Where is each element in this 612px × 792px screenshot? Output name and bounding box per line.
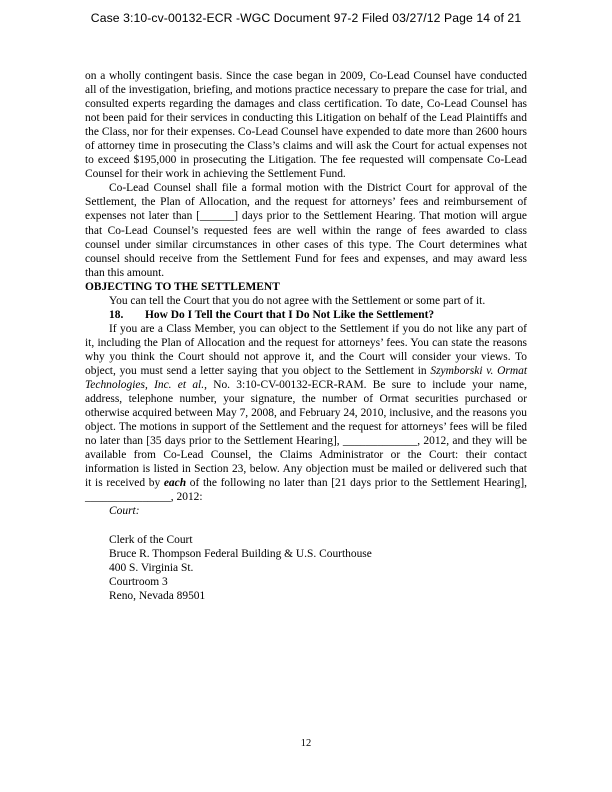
- case-header: Case 3:10-cv-00132-ECR -WGC Document 97-2 Filed 03/27/12 Page 14 of 21: [90, 11, 522, 25]
- objecting-heading: OBJECTING TO THE SETTLEMENT: [85, 280, 280, 293]
- address-line: 400 S. Virginia St.: [109, 561, 194, 574]
- objection-text-part1: If you are a Class Member, you can object to the Settlement if you do not like any part of it, including the Plan of Allocation and the request for attorneys’ fees. You can state the reasons why you think the Court should not approve it, and the Court will consider your views. To object, you must send a letter saying that you object to the Settlement in: [85, 322, 527, 377]
- address-line: Courtroom 3: [109, 575, 168, 588]
- question-number: 18.: [109, 308, 124, 321]
- case-name: Szymborski v. Ormat Technologies, Inc. et al.: [85, 364, 527, 392]
- objection-text-part2: , No. 3:10-CV-00132-ECR-RAM. Be sure to include your name, address, telephone number, your signature, the number of Ormat securities purchased or otherwise acquired between May 7, 2008, and February 24, 2010, inclusive, and the reasons you object. The motions in support of the Settlement and the request for attorneys’ fees will be filed no later than [35 days prior to the Settlement Hearing], _____________, 2012, and they will be available from Co-Lead Counsel, the Claims Administrator or the Court: their contact information is listed in Section 23, below. Any objection must be mailed or delivered such that it is received by: [85, 379, 527, 490]
- address-line: Clerk of the Court: [109, 533, 193, 546]
- address-line: Bruce R. Thompson Federal Building & U.S. Courthouse: [109, 547, 372, 560]
- address-line: Reno, Nevada 89501: [109, 589, 206, 602]
- fees-paragraph: on a wholly contingent basis. Since the case began in 2009, Co-Lead Counsel have conducted all of the investigation, briefing, and motions practice necessary to prepare the case for trial, and consulted experts regarding the damages and class certification. To date, Co-Lead Counsel has not been paid for their services in conducting this Litigation on behalf of the Lead Plaintiffs and the Class, nor for their expenses. Co-Lead Counsel have expended to date more than 2600 hours of attorney time in prosecuting the Class’s claims and will ask the Court for actual expenses not to exceed $195,000 in prosecuting the Litigation. The fee requested will compensate Co-Lead Counsel for their work in achieving the Settlement Fund.: [85, 70, 527, 181]
- objection-paragraph: [85, 322, 527, 505]
- court-label: Court:: [109, 505, 140, 518]
- objecting-intro: You can tell the Court that you do not agree with the Settlement or some part of it.: [109, 294, 486, 307]
- court-address-block: [85, 504, 527, 602]
- formal-motion-paragraph: Co-Lead Counsel shall file a formal motion with the District Court for approval of the Settlement, the Plan of Allocation, and the request for attorneys’ fees and reimbursement of expenses not later than [______] days prior to the Settlement Hearing. That motion will argue that Co-Lead Counsel’s requested fees are well within the range of fees awarded to class counsel under similar circumstances in other cases of this type. The Court determines what counsel should receive from the Settlement Fund for fees and expenses, and may award less than this amount.: [85, 182, 527, 279]
- each-emphasis: each: [163, 477, 187, 490]
- question-title: How Do I Tell the Court that I Do Not Like the Settlement?: [145, 308, 435, 321]
- page-number: 12: [300, 738, 312, 749]
- question-18-heading: [85, 308, 527, 322]
- document-body: [85, 69, 527, 603]
- objection-text-part3: of the following no later than [21 days prior to the Settlement Hearing], _______________, 2012:: [85, 477, 527, 504]
